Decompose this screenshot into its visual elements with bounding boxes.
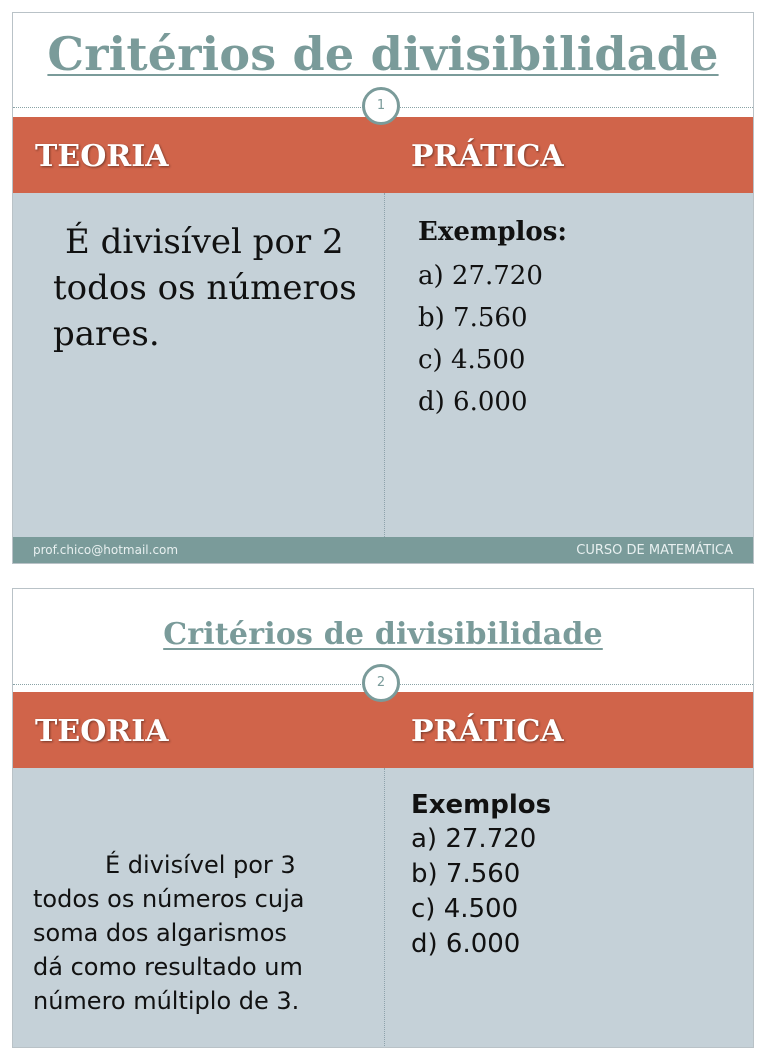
theory-line: É divisível por 2 bbox=[65, 222, 344, 262]
examples-heading: Exemplos: bbox=[418, 217, 568, 247]
example-item: a) 27.720 bbox=[411, 824, 537, 854]
slide-number-badge: 1 bbox=[362, 87, 400, 125]
theory-line: pares. bbox=[53, 314, 160, 354]
slide-body bbox=[13, 768, 753, 1048]
header-band bbox=[13, 692, 753, 768]
theory-line: É divisível por 3 bbox=[105, 851, 296, 879]
example-item: d) 6.000 bbox=[418, 387, 528, 417]
slide-footer bbox=[13, 537, 753, 564]
theory-text bbox=[33, 848, 363, 1018]
theory-line: todos os números bbox=[53, 268, 357, 308]
slide-title: Critérios de divisibilidade bbox=[47, 27, 719, 81]
example-item: d) 6.000 bbox=[411, 929, 521, 959]
practice-examples bbox=[411, 788, 551, 962]
examples-heading: Exemplos bbox=[411, 790, 552, 820]
slide-title: Critérios de divisibilidade bbox=[163, 617, 603, 652]
header-teoria: TEORIA bbox=[35, 714, 169, 749]
example-item: c) 4.500 bbox=[418, 345, 526, 375]
header-teoria: TEORIA bbox=[35, 139, 169, 174]
theory-line: todos os números cuja bbox=[33, 885, 305, 913]
header-pratica: PRÁTICA bbox=[411, 139, 564, 174]
footer-email: prof.chico@hotmail.com bbox=[33, 543, 179, 557]
header-band bbox=[13, 117, 753, 193]
example-item: a) 27.720 bbox=[418, 261, 543, 291]
column-divider bbox=[384, 768, 385, 1048]
theory-line: dá como resultado um bbox=[33, 953, 303, 981]
footer-course: CURSO DE MATEMÁTICA bbox=[576, 543, 733, 558]
theory-text bbox=[53, 219, 373, 357]
practice-examples bbox=[418, 213, 567, 423]
slide-2 bbox=[12, 588, 754, 1048]
column-divider bbox=[384, 193, 385, 537]
slide-number-badge: 2 bbox=[362, 664, 400, 702]
theory-line: número múltiplo de 3. bbox=[33, 987, 300, 1015]
example-item: b) 7.560 bbox=[411, 859, 521, 889]
slide-body bbox=[13, 193, 753, 537]
example-item: b) 7.560 bbox=[418, 303, 528, 333]
theory-line: soma dos algarismos bbox=[33, 919, 287, 947]
example-item: c) 4.500 bbox=[411, 894, 519, 924]
slide-1 bbox=[12, 12, 754, 564]
header-pratica: PRÁTICA bbox=[411, 714, 564, 749]
